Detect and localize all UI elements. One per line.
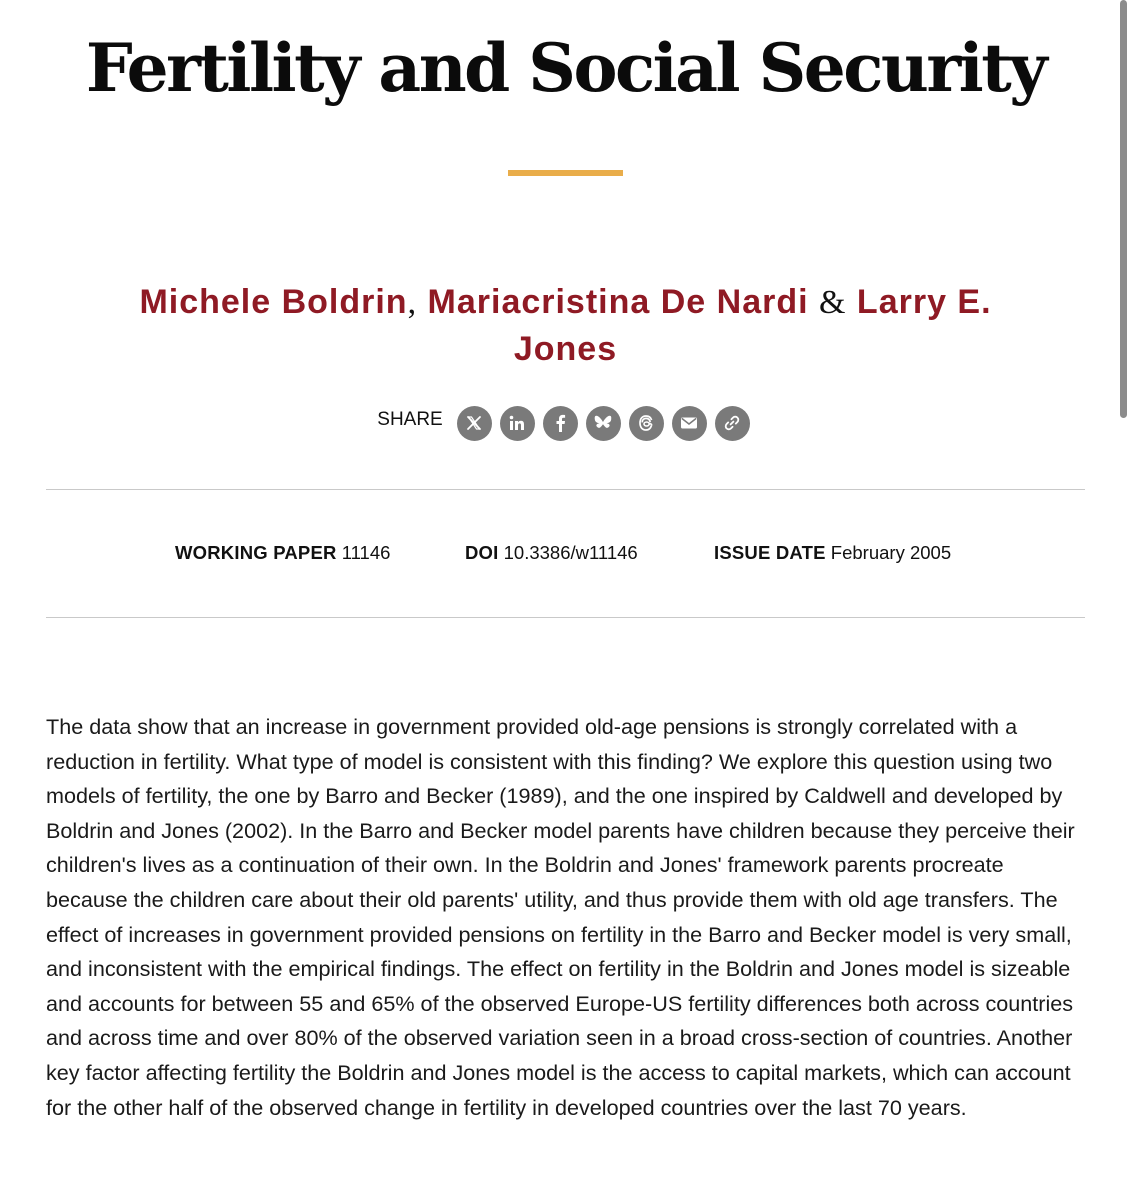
email-icon [680, 416, 698, 430]
author-separator-ampersand: & [819, 284, 847, 321]
author-link-jones[interactable]: Larry E. Jones [513, 283, 992, 368]
author-list [100, 279, 1031, 372]
linkedin-icon [508, 414, 526, 432]
share-bluesky-button[interactable] [586, 406, 621, 441]
working-paper-number: 11146 [341, 542, 391, 563]
issue-date-value: February 2005 [830, 542, 952, 563]
link-icon [723, 414, 741, 432]
threads-icon [638, 414, 654, 432]
title-accent-rule [508, 170, 623, 176]
page-title: Fertility and Social Security [85, 29, 1046, 107]
share-bar [0, 403, 1131, 443]
share-email-button[interactable] [672, 406, 707, 441]
share-x-button[interactable] [457, 406, 492, 441]
facebook-icon [554, 414, 566, 432]
page-scrollbar[interactable] [1117, 0, 1131, 1200]
author-separator-comma: , [407, 284, 418, 321]
doi-value: 10.3386/w11146 [503, 542, 638, 563]
issue-date-label: ISSUE DATE [714, 542, 826, 563]
x-icon [466, 415, 482, 431]
working-paper-label: WORKING PAPER [175, 542, 337, 563]
doi-meta [465, 541, 638, 565]
bluesky-icon [594, 415, 612, 431]
meta-divider-bottom [46, 617, 1085, 618]
author-link-de-nardi[interactable]: Mariacristina De Nardi [427, 283, 809, 321]
meta-divider-top [46, 489, 1085, 490]
doi-label: DOI [465, 542, 499, 563]
share-label: SHARE [377, 409, 443, 430]
share-linkedin-button[interactable] [500, 406, 535, 441]
share-threads-button[interactable] [629, 406, 664, 441]
scrollbar-thumb[interactable] [1120, 0, 1127, 418]
share-copy-link-button[interactable] [715, 406, 750, 441]
issue-date-meta [714, 541, 951, 565]
working-paper-meta [175, 541, 390, 565]
abstract-text: The data show that an increase in government provided old-age pensions is strongly correlated with a reduction in fertility. What type of model is consistent with this finding? We explore this question using two models of fertility, the one by Barro and Becker (1989), and the one inspired by Caldwell and developed by Boldrin and Jones (2002). In the Barro and Becker model parents have children because they perceive their children's lives as a continuation of their own. In the Boldrin and Jones' framework parents procreate because the children care about their old parents' utility, and thus provide them with old age transfers. The effect of increases in government provided pensions on fertility in the Barro and Becker model is very small, and inconsistent with the empirical findings. The effect on fertility in the Boldrin and Jones model is sizeable and accounts for between 55 and 65% of the observed Europe-US fertility differences both across countries and across time and over 80% of the observed variation seen in a broad cross-section of countries. Another key factor affecting fertility the Boldrin and Jones model is the access to capital markets, which can account for the other half of the observed change in fertility in developed countries over the last 70 years. [46, 714, 1075, 1120]
share-facebook-button[interactable] [543, 406, 578, 441]
author-link-boldrin[interactable]: Michele Boldrin [139, 283, 408, 321]
